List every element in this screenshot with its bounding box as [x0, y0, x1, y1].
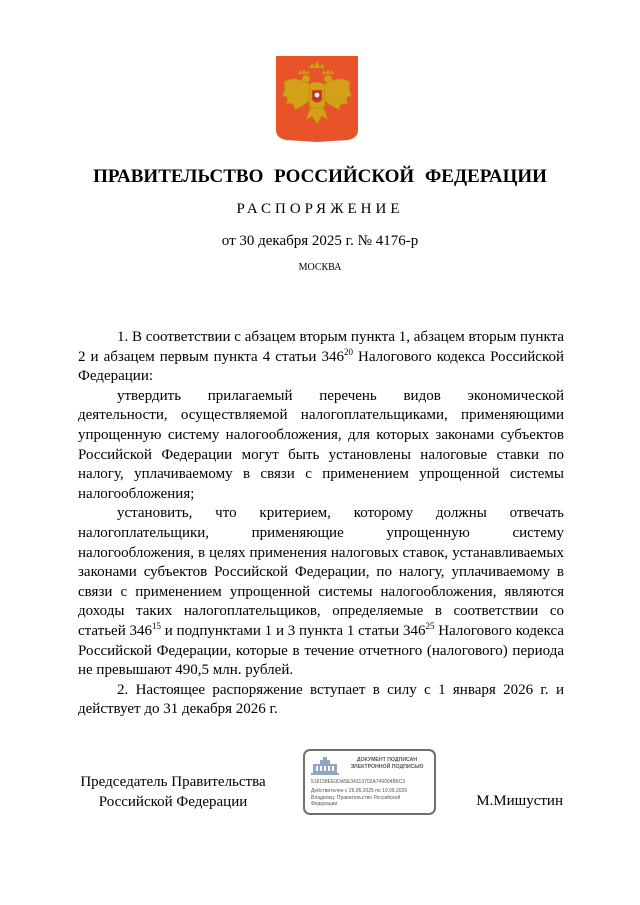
paragraph-1-text-end: Налогового кодекса Российской Федерации:: [78, 348, 564, 385]
paragraph-1: [78, 328, 564, 387]
paragraph-2: утвердить прилагаемый перечень видов экономической деятельности, осуществляемой налогоплательщиками, применяющими упрощенную систему налогообложения, для которых законами субъектов Российской Федерации могут быть установлены налоговые ставки по налогу, уплачиваемому в связи с применением упрощенной системы налогообложения;: [78, 387, 564, 502]
position-line-1: Председатель Правительства: [80, 774, 266, 790]
document-date-number: от 30 декабря 2025 г. № 4176-р: [221, 233, 419, 249]
government-building-icon: [311, 757, 339, 775]
position-line-2: Российской Федерации: [98, 793, 248, 810]
stamp-title: [341, 757, 433, 771]
paragraph-4: 2. Настоящее распоряжение вступает в силу с 1 января 2026 г. и действует до 31 декабря 2026 г.: [78, 681, 564, 718]
electronic-signature-stamp: [303, 749, 436, 815]
signatory-position: [78, 773, 268, 812]
paragraph-3: [78, 504, 564, 680]
stamp-validity: Действителен с 26.06.2025 по 19.09.2026: [311, 788, 408, 794]
document-type: РАСПОРЯЖЕНИЕ: [236, 201, 404, 217]
stamp-owner-line-2: Федерации: [311, 801, 338, 807]
government-title: ПРАВИТЕЛЬСТВО РОССИЙСКОЙ ФЕДЕРАЦИИ: [93, 166, 547, 187]
stamp-title-line-1: ДОКУМЕНТ ПОДПИСАН: [356, 757, 418, 763]
article-superscript: 20: [343, 346, 353, 357]
article-superscript: 25: [425, 620, 435, 631]
paragraph-3-text-end: Налогового кодекса Российской Федерации, которые в течение отчетного (налогового) периода не превышают 490,5 млн. рублей.: [78, 622, 564, 679]
paragraph-3-text-mid: и подпунктами 1 и 3 пункта 1 статьи 346: [161, 622, 426, 639]
signatory-name: М.Мишустин: [476, 793, 563, 809]
document-city: МОСКВА: [298, 262, 342, 273]
paragraph-1-text: 1. В соответствии с абзацем вторым пункта 1, абзацем вторым пункта 2 и абзацем первым пункта 4 статьи 346: [78, 329, 564, 365]
coat-of-arms-emblem: [276, 56, 358, 142]
stamp-title-line-2: ЭЛЕКТРОННОЙ ПОДПИСЬЮ: [350, 764, 424, 770]
paragraph-3-text: установить, что критерием, которому должны отвечать налогоплательщики, применяющие упрощенную систему налогообложения, в целях применения налоговых ставок, устанавливаемых законами субъектов Российской Федерации, по налогу, уплачиваемому в связи с применением упрощенной системы налогообложения, являются доходы таких налогоплательщиков, определяемые в соответствии со статьей 346: [78, 505, 564, 639]
stamp-serial: 518158EE0DA5E34313702A749004B6C3: [311, 779, 405, 785]
document-body: [78, 328, 564, 720]
stamp-owner-line-1: Владелец: Правительство Российской: [311, 795, 401, 801]
article-superscript: 15: [152, 620, 162, 631]
